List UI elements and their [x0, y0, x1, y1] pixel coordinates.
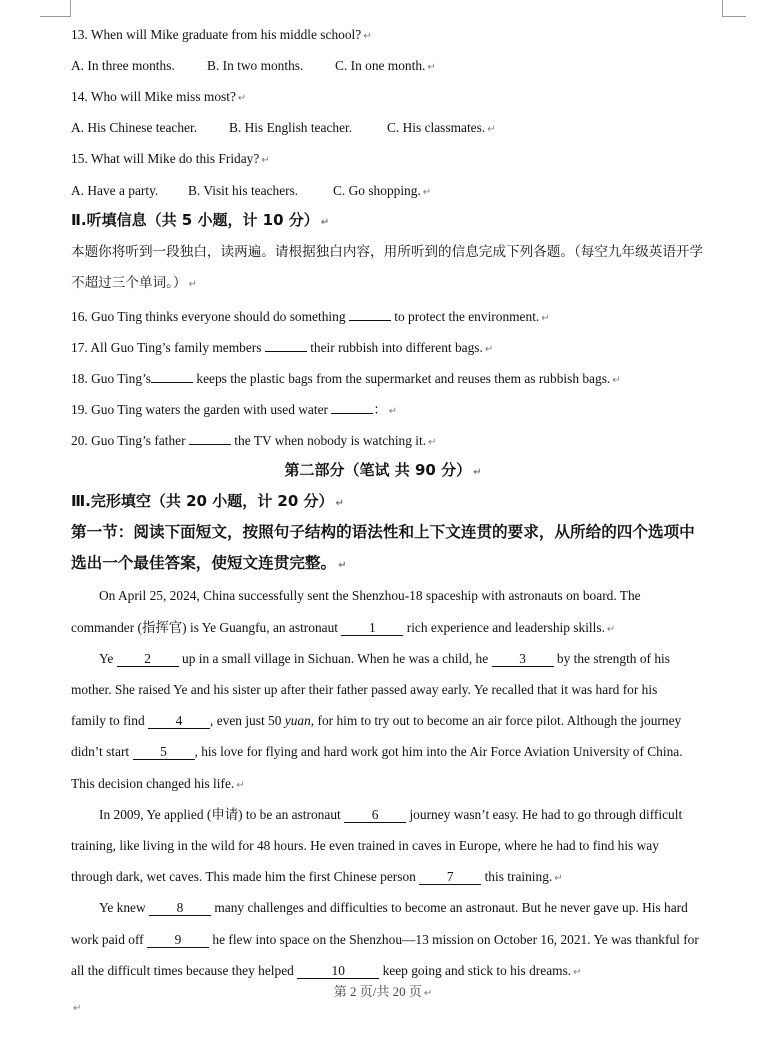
question-text: 15. What will Mike do this Friday? [71, 151, 260, 166]
answer-blank-10[interactable]: 10 [297, 964, 379, 979]
page-number: 第 2 页/共 20 页 [333, 984, 422, 999]
question-text: 19. Guo Ting waters the garden with used water [71, 402, 328, 417]
instruction-line-2: 不超过三个单词。） [71, 275, 187, 291]
passage-text: , even just 50 [210, 713, 282, 728]
question-17: 17. All Guo Ting’s family members their rubbish into different bags. ↵ [71, 340, 494, 355]
question-text: 20. Guo Ting’s father [71, 433, 186, 448]
question-15: 15. What will Mike do this Friday? ↵ [71, 151, 270, 166]
question-16: 16. Guo Ting thinks everyone should do something to protect the environment. ↵ [71, 309, 550, 324]
passage-line [71, 837, 659, 855]
answer-blank-1[interactable]: 1 [341, 621, 403, 636]
option-c[interactable]: C. In one month. [335, 58, 426, 73]
option-a[interactable]: A. Have a party. [71, 183, 159, 198]
part-2-title: 第二部分（笔试 共 90 分） ↵ [284, 461, 482, 479]
answer-blank[interactable] [331, 400, 373, 414]
section-title-text: Ⅱ.听填信息（共 5 小题，计 10 分） [71, 211, 319, 229]
question-19: 19. Guo Ting waters the garden with used water ： ↵ [71, 402, 398, 417]
option-b[interactable]: B. In two months. [207, 58, 304, 73]
passage-text: through dark, wet caves. This made him the first Chinese person [71, 869, 416, 884]
italic-word: yuan, [284, 713, 315, 728]
question-18: 18. Guo Ting’s keeps the plastic bags from the supermarket and reuses them as rubbish bags. ↵ [71, 371, 621, 386]
passage-text: all the difficult times because they helped [71, 963, 294, 978]
passage-line: all the difficult times because they helped 10 keep going and stick to his dreams. ↵ [71, 963, 582, 978]
passage-text: journey wasn’t easy. He had to go through difficult [409, 807, 683, 822]
answer-blank[interactable] [189, 431, 231, 445]
question-text: 14. Who will Mike miss most? [71, 89, 236, 104]
passage-text: for him to try out to become an air force pilot. Although the journey [317, 713, 682, 728]
question-text: 13. When will Mike graduate from his middle school? [71, 27, 362, 42]
option-a[interactable]: A. In three months. [71, 58, 175, 73]
answer-blank-5[interactable]: 5 [133, 745, 195, 760]
question-text-end: to protect the environment. [394, 309, 540, 324]
passage-text: commander (指挥官) is Ye Guangfu, an astronaut [71, 620, 339, 635]
question-15-options: A. Have a party. B. Visit his teachers. C. Go shopping. ↵ [71, 183, 432, 198]
question-text: 17. All Guo Ting’s family members [71, 340, 262, 355]
passage-text: up in a small village in Sichuan. When he was a child, he [182, 651, 489, 666]
part-title-text: 第二部分（笔试 共 90 分） [284, 461, 472, 479]
passage-text: he flew into space on the Shenzhou—13 mission on October 16, 2021. Ye was thankful for [212, 932, 699, 947]
question-20: 20. Guo Ting’s father the TV when nobody is watching it. ↵ [71, 433, 437, 448]
answer-blank[interactable] [151, 369, 193, 383]
section-3-title: Ⅲ.完形填空（共 20 小题，计 20 分） ↵ [71, 492, 344, 510]
crop-mark [722, 16, 746, 17]
option-b[interactable]: B. His English teacher. [229, 120, 353, 135]
passage-text: Ye [99, 651, 114, 666]
answer-blank[interactable] [265, 338, 307, 352]
answer-blank-3[interactable]: 3 [492, 652, 554, 667]
passage-line [71, 681, 657, 699]
passage-text: training, like living in the wild for 48 hours. He even trained in caves in Europe, where he had to find his way [71, 838, 659, 853]
section-title-text: Ⅲ.完形填空（共 20 小题，计 20 分） [71, 492, 334, 510]
option-c[interactable]: C. Go shopping. [333, 183, 421, 198]
paragraph-mark: ↵ [73, 1003, 82, 1014]
question-text: 18. Guo Ting’s [71, 371, 152, 386]
passage-line: This decision changed his life. ↵ [71, 776, 245, 791]
passage-text: Ye knew [99, 900, 146, 915]
question-text-end: their rubbish into different bags. [310, 340, 483, 355]
answer-blank[interactable] [349, 307, 391, 321]
question-text-end: the TV when nobody is watching it. [234, 433, 427, 448]
passage-text: by the strength of his [556, 651, 670, 666]
passage-line [99, 650, 670, 668]
answer-blank-7[interactable]: 7 [419, 870, 481, 885]
passage-line [71, 931, 699, 949]
passage-line [99, 806, 682, 824]
section-3-subtitle [71, 523, 695, 541]
answer-blank-2[interactable]: 2 [117, 652, 179, 667]
passage-text: rich experience and leadership skills. [406, 620, 605, 635]
passage-text: In 2009, Ye applied (申请) to be an astronaut [99, 807, 341, 822]
subtitle-line-2: 选出一个最佳答案，使短文连贯完整。 [71, 554, 337, 572]
passage-line: commander (指挥官) is Ye Guangfu, an astronaut 1 rich experience and leadership skills. ↵ [71, 620, 616, 635]
crop-mark [40, 16, 71, 17]
instruction-line-1: 本题你将听到一段独白，读两遍。请根据独白内容，用所听到的信息完成下列各题。（每空九年级英语开学 [71, 244, 704, 260]
passage-line [71, 712, 681, 730]
option-a[interactable]: A. His Chinese teacher. [71, 120, 198, 135]
section-2-instructions-2: 不超过三个单词。） ↵ [71, 275, 197, 291]
passage-text: family to find [71, 713, 145, 728]
passage-text: This decision changed his life. [71, 776, 235, 791]
section-3-subtitle-2: 选出一个最佳答案，使短文连贯完整。 ↵ [71, 554, 347, 572]
option-b[interactable]: B. Visit his teachers. [188, 183, 299, 198]
passage-text: work paid off [71, 932, 144, 947]
question-text-end: keeps the plastic bags from the supermarket and reuses them as rubbish bags. [196, 371, 611, 386]
passage-text: many challenges and difficulties to become an astronaut. But he never gave up. His hard [214, 900, 688, 915]
passage-line: through dark, wet caves. This made him the first Chinese person 7 this training. ↵ [71, 869, 563, 884]
answer-blank-6[interactable]: 6 [344, 808, 406, 823]
answer-blank-8[interactable]: 8 [149, 901, 211, 916]
passage-text: On April 25, 2024, China successfully sent the Shenzhou-18 spaceship with astronauts on board. The [99, 588, 641, 603]
question-14: 14. Who will Mike miss most? ↵ [71, 89, 247, 104]
answer-blank-9[interactable]: 9 [147, 933, 209, 948]
passage-line [99, 899, 688, 917]
passage-text: , his love for flying and hard work got him into the Air Force Aviation University of China. [194, 744, 683, 759]
passage-text: this training. [484, 869, 553, 884]
page-footer: 第 2 页/共 20 页 ↵ [333, 984, 433, 999]
subtitle-line-1: 第一节：阅读下面短文，按照句子结构的语法性和上下文连贯的要求，从所给的四个选项中 [71, 523, 695, 541]
question-13: 13. When will Mike graduate from his middle school? ↵ [71, 27, 372, 42]
answer-blank-4[interactable]: 4 [148, 714, 210, 729]
crop-mark [70, 0, 71, 17]
passage-text: mother. She raised Ye and his sister up after their father passed away early. Ye recalled that it was hard for his [71, 682, 658, 697]
question-14-options: A. His Chinese teacher. B. His English teacher. C. His classmates. ↵ [71, 120, 496, 135]
passage-line [99, 587, 641, 605]
question-text-end: ： [373, 402, 387, 417]
crop-mark [722, 0, 723, 17]
option-c[interactable]: C. His classmates. [387, 120, 486, 135]
question-text: 16. Guo Ting thinks everyone should do something [71, 309, 346, 324]
passage-text: didn’t start [71, 744, 130, 759]
passage-text: keep going and stick to his dreams. [382, 963, 572, 978]
question-13-options: A. In three months. B. In two months. C. In one month. ↵ [71, 58, 436, 73]
section-2-title: Ⅱ.听填信息（共 5 小题，计 10 分） ↵ [71, 211, 330, 229]
section-2-instructions [71, 243, 703, 261]
passage-line [71, 743, 683, 761]
